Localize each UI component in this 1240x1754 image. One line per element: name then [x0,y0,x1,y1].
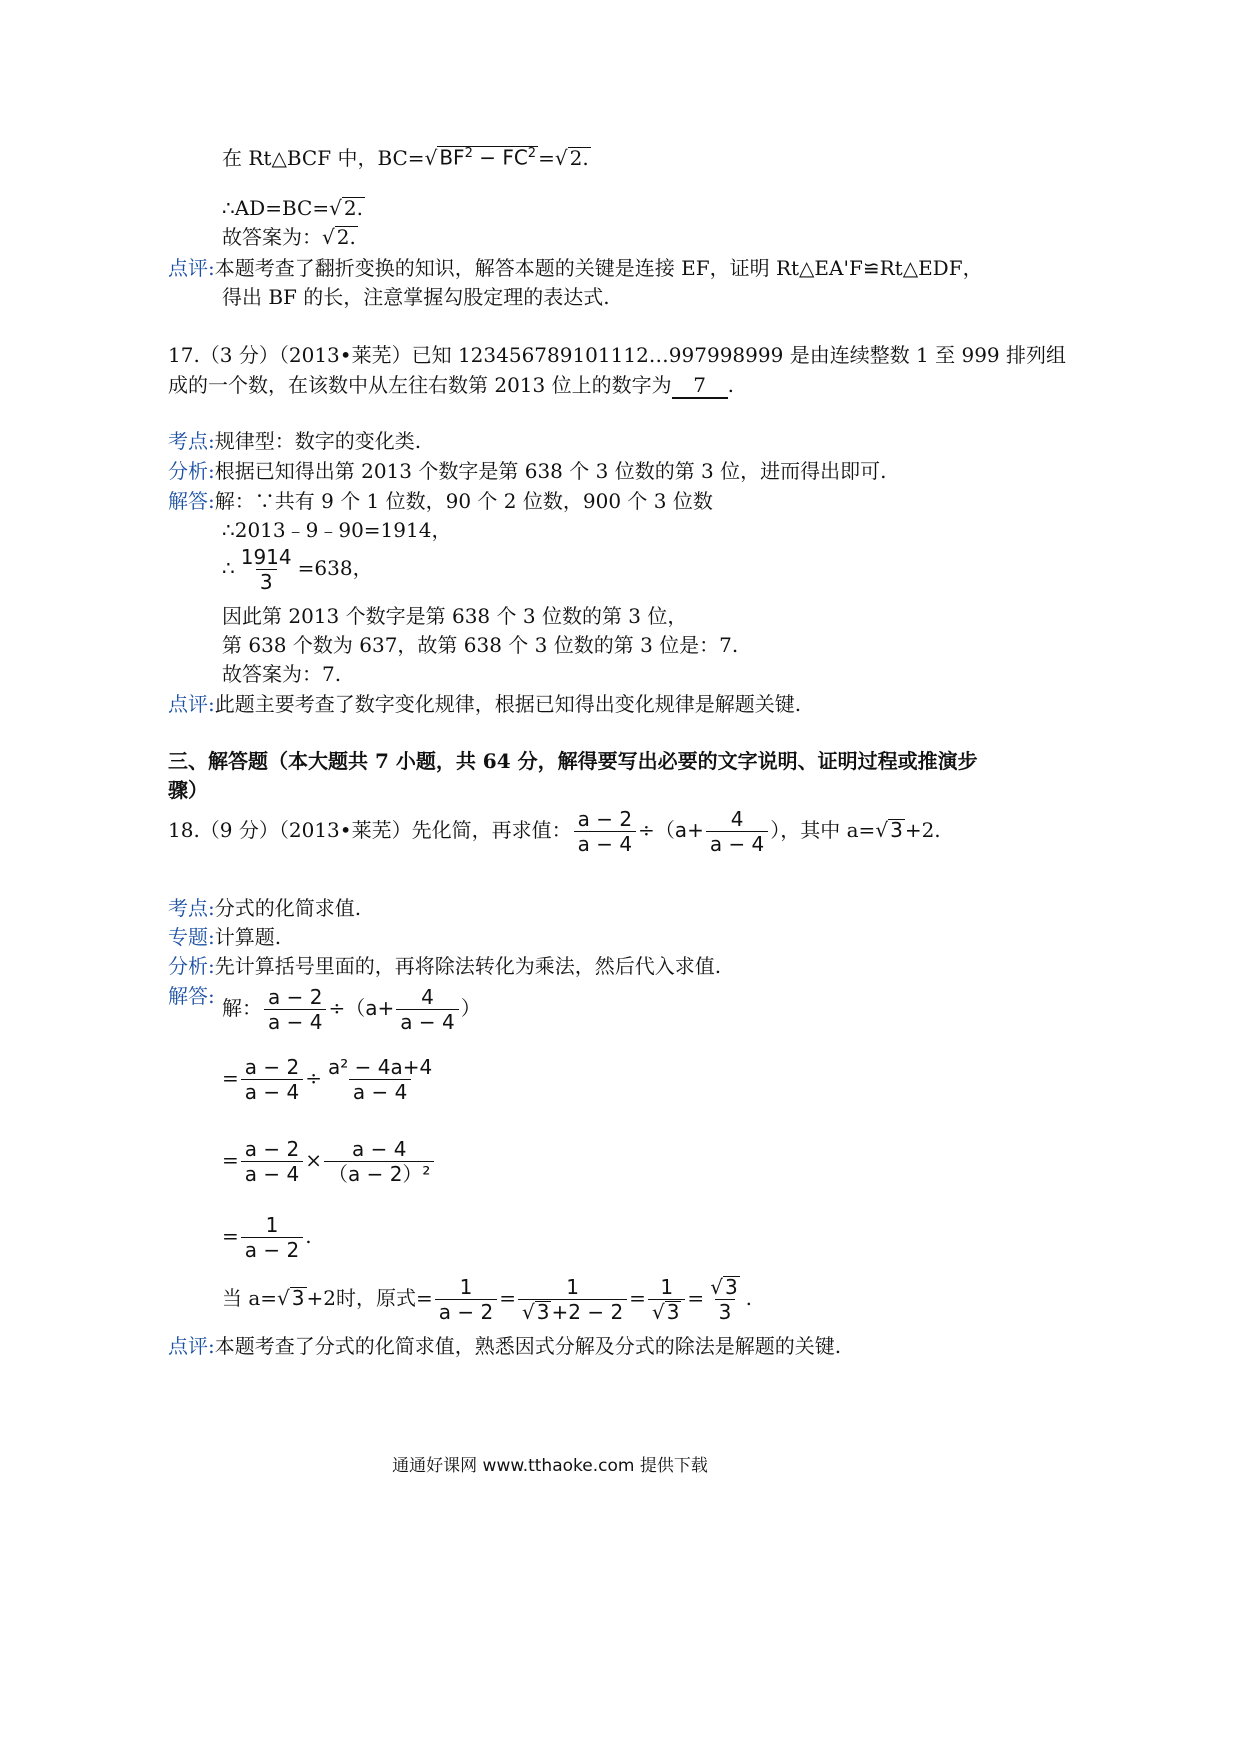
frac-den: a − 2 [241,1237,303,1261]
frac-num: 4 [421,985,434,1009]
q18-sol3-frac1 [241,1138,303,1185]
q17-sol-5 [222,633,738,657]
q17-frac-den: 3 [256,569,277,593]
jieda-label: 解答: [168,984,215,1008]
q17-sol-6-text: 故答案为：7. [222,662,342,686]
q18-zhuanti [168,925,281,949]
jieda-label: 解答: [168,489,215,513]
q18-sol-4 [222,1214,312,1261]
frac-den: （a − 2）² [324,1161,434,1185]
q17-comment [168,692,801,716]
q16-comment-text-2: 得出 BF 的长，注意掌握勾股定理的表达式. [222,285,610,309]
frac-num: 4 [730,807,744,831]
sqrt-symbol: √ [329,196,342,220]
q18-sol-1 [222,986,481,1033]
frac-num: a − 2 [244,1137,300,1161]
frac-num: a − 2 [577,807,633,831]
frac-num: a − 2 [268,985,323,1009]
q17-sol-6 [222,662,341,686]
q18-comment-text: 本题考查了分式的化简求值，熟悉因式分解及分式的除法是解题的关键. [214,1334,842,1358]
q18-sqrt3: 3 [291,1286,305,1310]
q17-sol-3 [222,546,373,593]
frac-den: a − 4 [241,1079,303,1103]
frac-num: a² − 4a+4 [327,1055,433,1079]
paren-open: （a+ [345,996,395,1020]
q17-sol-3-end: =638， [297,556,373,580]
page-footer [0,1456,1100,1476]
q18-last-mid: +2时，原式= [306,1286,433,1310]
q17-answer-blank: 7 [672,373,728,399]
comment-label: 点评: [168,1334,215,1358]
kaodian-label: 考点: [168,896,215,920]
paren-close: ） [770,818,781,842]
paren-open: （a+ [654,818,704,842]
q18-sol-start: 解： [222,996,262,1020]
equals-sign: = [499,1286,516,1310]
times-sign: × [305,1148,322,1172]
q17-sol-4 [222,604,687,628]
comment-label: 点评: [168,692,215,716]
q17-comment-text: 此题主要考查了数字变化规律，根据已知得出变化规律是解题关键. [214,692,802,716]
q16-answer-line [222,225,358,249]
q17-fenxi [168,459,887,483]
frac-num: 1 [566,1275,579,1299]
fenxi-label: 分析: [168,459,215,483]
q18-sol1-frac2 [396,986,458,1033]
q17-kaodian [168,429,421,453]
q17-stem-text-2: 成的一个数，在该数中从左往右数第 2013 位上的数字为 [168,373,672,397]
q18-last-frac4 [706,1276,743,1323]
frac-den: 3 [715,1299,736,1323]
q17-sol-1: 解：∵共有 9 个 1 位数，90 个 2 位数，900 个 3 位数 [214,489,713,513]
q16-bc-text: 在 Rt△BCF 中，BC= [222,146,425,170]
q16-answer-text: 故答案为： [222,225,322,249]
q18-last-frac2 [518,1276,627,1323]
q17-stem-2 [168,373,734,399]
q18-kaodian [168,896,361,920]
q18-sol3-frac2 [324,1138,434,1185]
section-3-title [168,749,978,773]
q18-stem-frac2 [706,808,768,855]
q18-stem-text: 18.（9 分）（2013•莱芜）先化简，再求值： [168,818,572,842]
q18-jieda-label-line [168,984,215,1008]
q16-comment-text-1: 本题考查了翻折变换的知识，解答本题的关键是连接 EF，证明 Rt△EA'F≌Rt△EDF， [214,256,983,280]
frac-num: a − 4 [352,1137,407,1161]
q18-sol-5 [222,1276,752,1323]
frac-den: a − 4 [396,1009,458,1033]
q17-therefore: ∴ [222,556,235,580]
sqrt-3: 3 [536,1300,550,1324]
frac-num: 1 [265,1213,279,1237]
q18-final-end: . [745,1286,753,1310]
frac-den: a − 2 [435,1299,497,1323]
q18-comment [168,1334,841,1358]
q17-sol-5-text: 第 638 个数为 637，故第 638 个 3 位数的第 3 位是：7. [222,633,739,657]
den-rest: +2 − 2 [551,1300,624,1324]
frac-den: √ 3 [648,1299,685,1323]
section-3-title-line2 [168,778,208,802]
q18-sol-2 [222,1056,438,1103]
q16-bc-line [222,146,591,170]
sqrt-3: 3 [724,1275,738,1299]
equals-sign: = [222,1224,239,1248]
q16-comment [168,256,983,280]
frac-num: 1 [459,1275,473,1299]
equals-sign: = [222,1148,239,1172]
frac-den: a − 4 [349,1079,411,1103]
q17-fraction [237,546,296,593]
q18-sol2-frac2 [324,1056,436,1103]
q18-sqrt3: 3 [890,818,903,842]
paren-close: ） [460,996,481,1020]
q18-stem-frac1 [574,808,636,855]
q17-sol-2 [222,518,451,542]
q17-stem-end: . [727,373,734,397]
q18-fenxi [168,954,721,978]
frac-den: a − 4 [241,1161,303,1185]
q16-ad-line [222,196,365,220]
q18-sol-3 [222,1138,436,1185]
q18-sol4-frac [241,1214,303,1261]
q18-last-pre: 当 a= [222,1286,278,1310]
sqrt-symbol: √ [875,818,889,842]
q17-jieda [168,489,713,513]
q16-radicand-fc: − FC [479,146,528,170]
q18-stem [168,808,941,855]
q17-stem-1 [168,343,1066,367]
q18-sol2-frac1 [241,1056,303,1103]
equals-sign: = [222,1066,239,1090]
q17-stem-text-1: 17.（3 分）（2013•莱芜）已知 123456789101112…997998999 是由连续整数 1 至 999 排列组 [168,343,1067,367]
q18-last-frac1 [435,1276,497,1323]
divide-sign: ÷ [638,818,655,842]
divide-sign: ÷ [305,1066,322,1090]
q16-ad-result: 2. [343,196,363,220]
frac-num: a − 2 [244,1055,300,1079]
q16-radicand-bf: BF [439,146,465,170]
sqrt-3: 3 [666,1300,680,1324]
section-3-title-2: 骤） [168,778,208,802]
frac-den: a − 4 [264,1009,326,1033]
q16-radicand: $BF^2 - FC^2$ [439,146,537,170]
kaodian-label: 考点: [168,429,215,453]
equals-sign: = [629,1286,646,1310]
q18-sol1-frac1 [264,986,326,1033]
q18-stem-end: +2. [904,818,941,842]
fenxi-label: 分析: [168,954,215,978]
zhuanti-label: 专题: [168,925,215,949]
sqrt-symbol: √ [554,146,568,170]
q17-kaodian-text: 规律型：数字的变化类. [214,429,422,453]
q18-zhuanti-text: 计算题. [214,925,282,949]
frac-den: a − 4 [706,831,768,855]
q18-last-frac3 [648,1276,685,1323]
q16-ad-text: ∴AD=BC= [222,196,330,220]
q18-fenxi-text: 先计算括号里面的，再将除法转化为乘法，然后代入求值. [214,954,722,978]
footer-text: 通通好课网 www.tthaoke.com 提供下载 [392,1456,708,1476]
q16-answer-value: 2. [336,225,356,249]
q16-eq: = [538,146,555,170]
comment-label: 点评: [168,256,215,280]
q18-sol4-end: . [305,1224,312,1248]
q16-result: 2. [569,146,589,170]
q16-comment-line2 [222,285,610,309]
sqrt-symbol: √ [322,225,335,249]
sqrt-symbol: √ [424,146,438,170]
q17-sol-2-text: ∴2013﹣9﹣90=1914， [222,518,452,542]
q17-frac-num: 1914 [240,545,292,569]
section-3-title-1: 三、解答题（本大题共 7 小题，共 64 分，解得要写出必要的文字说明、证明过程或推演步 [168,749,978,773]
equals-sign: = [687,1286,705,1310]
q18-kaodian-text: 分式的化简求值. [214,896,362,920]
q17-fenxi-text: 根据已知得出第 2013 个数字是第 638 个 3 位数的第 3 位，进而得出即可. [214,459,887,483]
frac-num: 1 [660,1275,674,1299]
sqrt-symbol: √ [277,1286,290,1310]
frac-num: √ 3 [710,1275,738,1299]
frac-den: √ 3 +2 − 2 [518,1299,627,1323]
divide-sign: ÷ [328,996,346,1020]
frac-den: a − 4 [574,831,636,855]
q18-stem-mid: ，其中 a= [780,818,876,842]
q17-sol-4-text: 因此第 2013 个数字是第 638 个 3 位数的第 3 位， [222,604,688,628]
